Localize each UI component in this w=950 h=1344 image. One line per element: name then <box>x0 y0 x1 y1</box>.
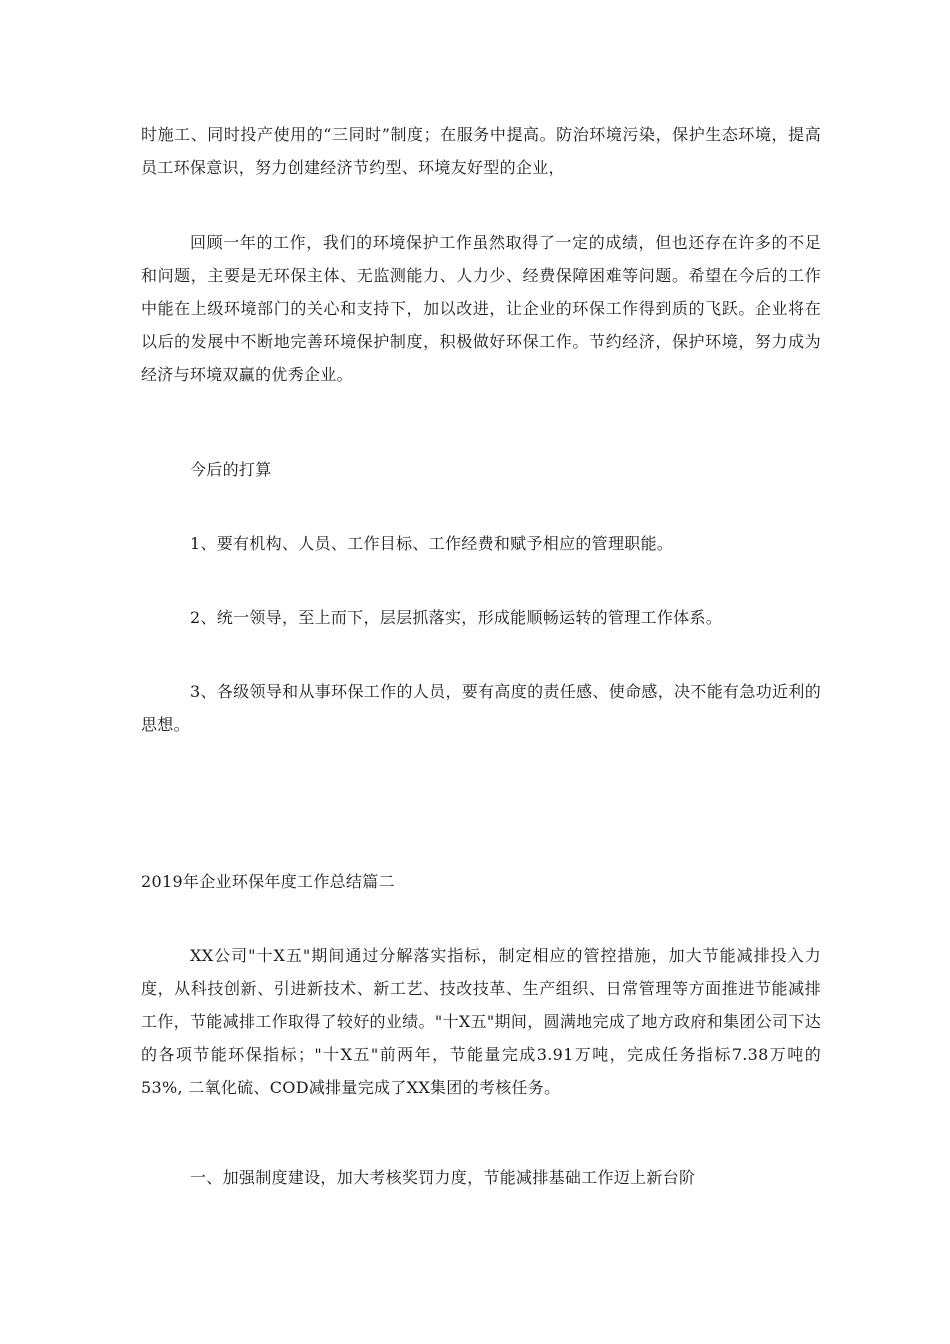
paragraph-summary: XX公司"十X五"期间通过分解落实指标，制定相应的管控措施，加大节能减排投入力度，从科技创新、引进新技术、新工艺、技改技革、生产组织、日常管理等方面推进节能减排工作，节能减排工作取得了较好的业绩。"十X五"期间，圆满地完成了地方政府和集团公司下达的各项节能环保指标；"十X五"前两年，节能量完成3.91万吨，完成任务指标7.38万吨的53%, 二氧化硫、COD减排量完成了XX集团的考核任务。 <box>141 946 821 1097</box>
list-item-2: 2、统一领导，至上而下，层层抓落实，形成能顺畅运转的管理工作体系。 <box>190 608 723 627</box>
article-title: 2019年企业环保年度工作总结篇二 <box>141 872 395 891</box>
paragraph-continuation: 时施工、同时投产使用的“三同时”制度；在服务中提高。防治环境污染，保护生态环境，提高员工环保意识，努力创建经济节约型、环境友好型的企业， <box>141 125 821 177</box>
paragraph-review: 回顾一年的工作，我们的环境保护工作虽然取得了一定的成绩，但也还存在许多的不足和问题，主要是无环保主体、无监测能力、人力少、经费保障困难等问题。希望在今后的工作中能在上级环境部门的关心和支持下，加以改进，让企业的环保工作得到质的飞跃。企业将在以后的发展中不断地完善环境保护制度，积极做好环保工作。节约经济，保护环境，努力成为经济与环境双赢的优秀企业。 <box>141 233 821 384</box>
section-heading-future-plans: 今后的打算 <box>190 460 272 479</box>
list-item-1: 1、要有机构、人员、工作目标、工作经费和赋予相应的管理职能。 <box>190 534 674 553</box>
section-heading-1: 一、加强制度建设，加大考核奖罚力度，节能减排基础工作迈上新台阶 <box>190 1168 696 1187</box>
list-item-3: 3、各级领导和从事环保工作的人员，要有高度的责任感、使命感，决不能有急功近利的思想。 <box>141 682 821 734</box>
